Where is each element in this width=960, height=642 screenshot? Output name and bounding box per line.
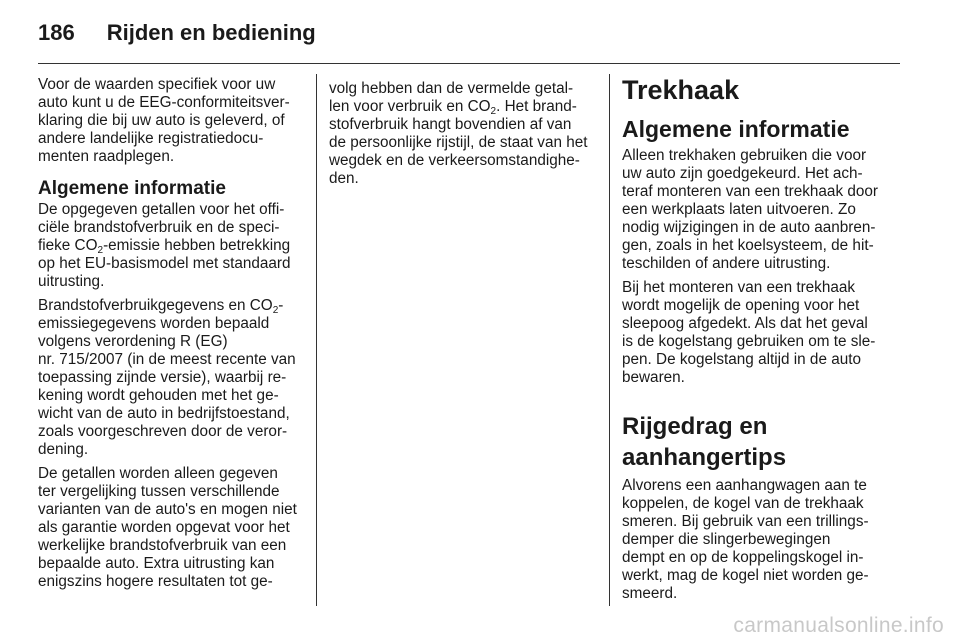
header-divider <box>38 63 900 64</box>
text-line: wicht van de auto in bedrijfstoestand, <box>38 405 290 422</box>
text-line: toepassing zijnde versie), waarbij re- <box>38 369 287 386</box>
subscript: 2 <box>97 245 104 256</box>
text-line: nodig wijzigingen in de auto aanbren- <box>622 219 876 236</box>
text-line: sleepoog afgedekt. Als dat het geval <box>622 315 868 332</box>
text-line: koppelen, de kogel van de trekhaak <box>622 495 864 512</box>
paragraph <box>38 201 304 291</box>
text-line: kening wordt gehouden met het ge- <box>38 387 279 404</box>
text-line: menten raadplegen. <box>38 148 175 165</box>
paragraph <box>622 279 900 387</box>
text-line: nr. 715/2007 (in de meest recente van <box>38 351 296 368</box>
text-run: fieke CO <box>38 237 98 254</box>
text-line: uw auto zijn goedgekeurd. Het ach- <box>622 165 863 182</box>
paragraph <box>38 297 304 459</box>
page-header <box>38 20 316 50</box>
text-line: bewaren. <box>622 369 685 386</box>
text-line: Bij het monteren van een trekhaak <box>622 279 855 296</box>
text-line: varianten van de auto's en mogen niet <box>38 501 297 518</box>
paragraph <box>329 80 597 188</box>
text-line: dening. <box>38 441 89 458</box>
text-line: is de kogelstang gebruiken om te sle- <box>622 333 876 350</box>
text-run: . Het brand- <box>496 98 577 115</box>
text-line: op het EU-basismodel met standaard <box>38 255 291 272</box>
text-line: Alvorens een aanhangwagen aan te <box>622 477 867 494</box>
text-line: teschilden of andere uitrusting. <box>622 255 831 272</box>
heading-line: aanhangertips <box>622 444 787 471</box>
text-line: teraf monteren van een trekhaak door <box>622 183 878 200</box>
text-line: de persoonlijke rijstijl, de staat van het <box>329 134 588 151</box>
column-1 <box>38 76 304 597</box>
text-line: werkelijke brandstofverbruik van een <box>38 537 287 554</box>
text-line <box>38 237 304 255</box>
text-line: ter vergelijking tussen verschillende <box>38 483 280 500</box>
text-line: auto kunt u de EEG-conformiteitsver- <box>38 94 290 111</box>
text-line <box>329 98 597 116</box>
text-run: Brandstofverbruikgegevens en CO <box>38 297 273 314</box>
paragraph <box>622 147 900 273</box>
text-line: uitrusting. <box>38 273 105 290</box>
text-line: smeerd. <box>622 585 678 602</box>
text-line: De getallen worden alleen gegeven <box>38 465 278 482</box>
text-line: andere landelijke registratiedocu- <box>38 130 264 147</box>
column-divider-1 <box>316 74 317 606</box>
text-line: smeren. Bij gebruik van een trillings- <box>622 513 869 530</box>
text-run: len voor verbruik en CO <box>329 98 491 115</box>
text-line: dempt en op de koppelingskogel in- <box>622 549 864 566</box>
text-line: demper die slingerbewegingen <box>622 531 831 548</box>
heading-line: Rijgedrag en <box>622 413 768 440</box>
page-title: Rijden en bediening <box>106 20 316 45</box>
text-run: -emissie hebben betrekking <box>103 237 291 254</box>
text-line: Alleen trekhaken gebruiken die voor <box>622 147 867 164</box>
text-line <box>38 297 304 315</box>
text-line: als garantie worden opgevat voor het <box>38 519 290 536</box>
paragraph <box>38 465 304 591</box>
subscript: 2 <box>272 305 279 316</box>
text-line: stofverbruik hangt bovendien af van <box>329 116 572 133</box>
text-line: wegdek en de verkeersomstandighe- <box>329 152 580 169</box>
text-line: gen, zoals in het koelsysteem, de hit- <box>622 237 874 254</box>
text-line: klaring die bij uw auto is geleverd, of <box>38 112 285 129</box>
text-line: werkt, mag de kogel niet worden ge- <box>622 567 869 584</box>
column-3 <box>622 73 900 609</box>
text-line: volg hebben dan de vermelde getal- <box>329 80 574 97</box>
section-heading: Algemene informatie <box>622 116 850 142</box>
text-line: emissiegegevens worden bepaald <box>38 315 270 332</box>
text-line: den. <box>329 170 359 187</box>
text-line: een werkplaats laten uitvoeren. Zo <box>622 201 856 218</box>
chapter-title: Trekhaak <box>622 75 740 105</box>
text-line: volgens verordening R (EG) <box>38 333 228 350</box>
page-number: 186 <box>38 20 75 45</box>
text-line: wordt mogelijk de opening voor het <box>622 297 860 314</box>
text-line: enigszins hogere resultaten tot ge- <box>38 573 273 590</box>
section-heading <box>622 411 900 473</box>
paragraph <box>38 76 304 166</box>
text-line: ciële brandstofverbruik en de speci- <box>38 219 280 236</box>
watermark: carmanualsonline.info <box>733 614 944 637</box>
column-divider-2 <box>609 74 610 606</box>
subscript: 2 <box>490 106 497 117</box>
text-line: Voor de waarden specifiek voor uw <box>38 76 276 93</box>
text-line: pen. De kogelstang altijd in de auto <box>622 351 861 368</box>
text-line: bepaalde auto. Extra uitrusting kan <box>38 555 275 572</box>
paragraph <box>622 477 900 603</box>
section-heading: Algemene informatie <box>38 178 226 199</box>
column-2 <box>329 80 597 194</box>
text-run: - <box>278 297 284 314</box>
text-line: zoals voorgeschreven door de veror- <box>38 423 288 440</box>
text-line: De opgegeven getallen voor het offi- <box>38 201 285 218</box>
